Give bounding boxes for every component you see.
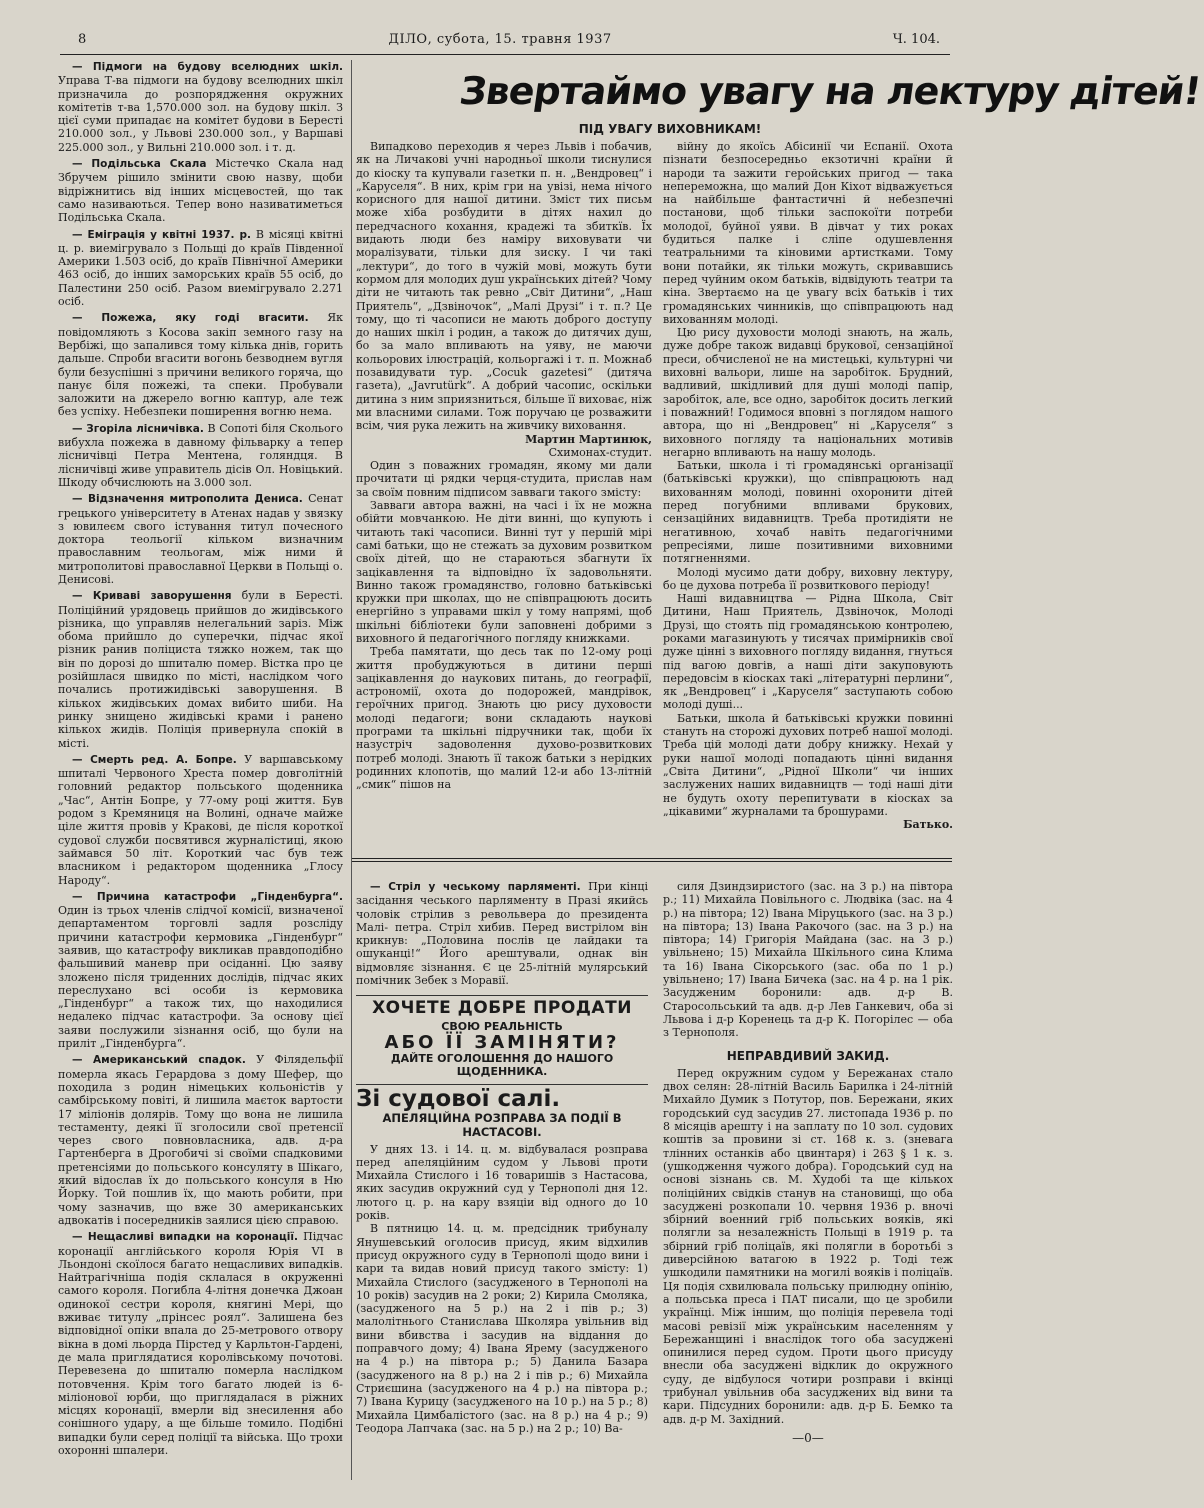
news-item-heading: — Причина катастрофи „Гінденбурга“.: [72, 890, 343, 903]
court-paragraph: силя Дзиндзиристого (зас. на 3 р.) на півтора р.; 11) Михайла Повільного с. Людвіка (зас. на 4 р.) на півтора; 12) Івана Міруцького (зас. на 3 р.) на півтора; 13) Івана Ракочого (зас. на 3 р.) на півтора; 14) Григорія Майдана (зас. на 3 р.) увільнено; 15) Михайла Шкільного сина Клима та 16) Івана Сікорського (зас. оба по 1 р.) увільнено; 17) Івана Бичека (зас. на 4 р. на 1 рік. Засудженим боронили: адв. д-р В. Старосольський та адв. д-р Лев Ганкевич, оба зі Львова і д-р Коренець та д-р К. Погорілес — оба з Тернополя.: [663, 880, 953, 1040]
news-item-heading: — Підмоги на будову вселюдних шкіл.: [72, 61, 343, 73]
header-rule: [60, 54, 950, 55]
news-column-left: [58, 60, 352, 1480]
feature-paragraph: Один з поважних громадян, якому ми дали прочитати ці рядки черця-студита, прислав нам за своїм повним підписом завваги такого змісту:: [356, 459, 652, 499]
news-item: [58, 60, 343, 154]
classified-ad: [356, 995, 648, 1085]
news-item-heading: — Пожежа, яку годі вгасити.: [72, 312, 309, 325]
news-item: [58, 1053, 343, 1227]
news-item-heading: — Нещасливі випадки на коронації.: [72, 1231, 298, 1244]
news-item: [58, 492, 343, 586]
news-item: [58, 422, 343, 489]
feature-paragraph: Завваги автора важні, на часі і їх не можна обійти мовчанкою. Не діти винні, що купують і читають такі часописи. Винні тут у першій мірі самі батьки, що не стежать за духовим розвитком своїх дітей, що не стараються збагнути їх зацікавлення та відповідно їх задовольняти. Винно також громадянство, головно батьківські кружки при школах, що не співпрацюють досить енергійно з управами шкіл у тому напрямі, щоб шкільні бібліотеки були заповнені добрими з виховного й педагогічного погляду книжками.: [356, 499, 652, 645]
news-item-heading: — Криваві заворушення: [72, 590, 232, 603]
masthead-line: ДІЛО, субота, 15. травня 1937: [388, 32, 612, 47]
feature-column-2: [663, 140, 953, 860]
news-item-heading: — Стріл у чеському парляменті.: [370, 881, 581, 893]
feature-subtitle: ПІД УВАГУ ВИХОВНИКАМ!: [578, 122, 762, 136]
feature-paragraph: Треба памятати, що десь так по 12-ому році життя пробуджуються в дитини перші зацікавлення до наукових питань, до географії, астрономії, охота до подорожей, мандрівок, героїчних пригод. Знають цю рису духовости молоді педагоги; вони складають наукові програми та шкільні підручники так, щоби їх назустріч задоволення духово-розвиткових потреб молоді. Знають її також батьки з нерідких родинних клопотів, що малий 12-и або 13-літній „смик“ пішов на: [356, 645, 652, 792]
news-item-text: При кінці засідання чеського парляменту в Празі якийсь чоловік стрілив з револьвера до президента Малі- петра. Стріл хибив. Перед вистрілом він крикнув: „Половина послів це лайдаки та ошуканці!“ Його арештували, однак він відмовляє зізнання. Є це 25-літній мулярський помічник Зебек з Моравії.: [356, 880, 648, 988]
feature-paragraph: Випадково переходив я через Львів і побачив, як на Личакові учні народньої школи тиснулися до кіоску та купували газетки п. н. „Вендровец“ і „Каруселя“. В них, крім гри на увізі, нема нічого корисного для нашої дитини. Зміст тих письм може хіба розбудити в дітях нахил до передчасного кохання, крадежі та збиткїв. Їх видають люди без наміру виховувати чи моралізувати, тільки для зиску. І чи такі „лектури“, до того в чужій мові, можуть бути кормом для молодих душ українських дітей? Чому діти не читають так ревно „Світ Дитини“, „Наш Приятель“, „Дзвіночок“, „Малі Друзі“ і т. п.? Це тому, що ті часописи не мають доброго доступу до наших шкіл і родин, а також до дитячих душ, бо за мало впливають на уяву, не маючи кольорових ілюстрацій, кольоргажі і т. п. Можнаб позавидувати тур. „Cocuk gazetesi“ (дитяча газета), „Javrutürk“. А добрий часопис, оскільки дитина з ним зприязниться, більше її виховає, ніж ми власними силами. Тож поручаю це розважити всім, чия рука лежить на живчику виховання.: [356, 140, 652, 433]
feature-paragraph: Цю рису духовости молоді знають, на жаль, дуже добре також видавці брукової, сензаційної преси, обчисленої не на мистецькі, культурні чи виховні вальори, лише на заробіток. Брудний, вадливий, шкідливий для душі молоді папір, заробіток, але, все одно, заробіток досить легкий і поважний! Годимося вповні з поглядом нашого автора, що ні „Вендровец“ ні „Каруселя“ з виховного погляду та національних мотивів негарно впливають на нашу молодь.: [663, 326, 953, 459]
news-item-text: Сенат грецького університету в Атенах надав у звязку з ювилеєм свого істування титул почесного доктора теольогії кільком визначним православним теольогам, між ними й митрополитові православної Церкви в Польщі о. Денисові.: [58, 492, 343, 586]
news-item: [58, 589, 343, 750]
news-item-text: Управа Т-ва підмоги на будову вселюдних шкіл призначила до розпорядження окружних комітетів т-ва 1,570.000 зол. на будову шкіл. З цієї суми припадає на комітет будови в Бересті 210.000 зол., у Львові 230.000 зол., у Варшаві 225.000 зол., у Вильні 210.000 зол. і т. д.: [58, 74, 343, 154]
end-mark: —0—: [792, 1430, 824, 1445]
news-item-text: У варшавському шпиталі Червоного Хреста помер довголітній головний редактор польського щоденника „Час“, Антін Бопре, у 77-ому році життя. Був родом з Кремяниця на Волині, одначе майже ціле життя провів у Кракові, де після короткої судової служби посвятився журналістиці, якою займався 50 літ. Короткий час був теж власником і редактором щоденника „Глосу Народу“.: [58, 752, 343, 887]
news-item-text: В Сопоті біля Сколього вибухла пожежа в давному фільварку а тепер лісничівці Петра Ментена, голяндця. В лісничівці живе управитель дісів Ол. Новіцький. Шкоду обчислюють на 3.000 зол.: [58, 421, 344, 489]
feature-paragraph: Батьки, школа й батьківські кружки повинні стануть на сторожі духових потреб нашої молоді. Треба цій молоді дати добру книжку. Нехай у руки нашої молоді попадають цінні видання „Світа Дитини“, „Рідної Школи“ чи інших заслужених наших видавництв — тоді наші діти не будуть охоту перепитувати в кіосках за „цікавими“ журналами та брошурами.: [663, 711, 953, 818]
court-paragraph: У днях 13. і 14. ц. м. відбувалася розправа перед апеляційним судом у Львові проти Михайла Стислого і 16 товаришів з Настасова, яких засудив окружний суд у Тернополі дня 12. лютого ц. р. на кару взяціи від одного до 10 років.: [356, 1142, 648, 1223]
section-divider: [352, 858, 952, 862]
feature-paragraph: Молоді мусимо дати добру, виховну лектуру, бо це духова потреба її розвиткового періоду!: [663, 565, 953, 592]
ad-line-1: ХОЧЕТЕ ДОБРЕ ПРОДАТИ: [372, 998, 632, 1019]
news-item: [58, 311, 343, 418]
ad-line-4: ДАЙТЕ ОГОЛОШЕННЯ ДО НАШОГО ЩОДЕННИКА.: [390, 1052, 614, 1079]
article-title-false-accusation: НЕПРАВДИВИЙ ЗАКИД.: [726, 1048, 890, 1063]
news-item-heading: — Смерть ред. А. Бопре.: [72, 753, 237, 766]
news-item: [58, 228, 343, 309]
feature-paragraph: війну до якоїсь Абісинії чи Еспанії. Охота пізнати безпосередньо екзотичні країни й народи та зажити геройських пригод — така непереможна, що малий Дон Кіхот відважується на найбільше фантастичні й небезпечні постанови, щоб тільки заспокоїти потреби молодої, буйної уяви. В дівчат у тих роках будиться палке і сліпе одушевлення театральними та кіновими артистками. Тому вони потайки, як тільки можуть, скривавшись перед чуйним оком батьків, відвідують театри та кіна. Звертаємо на це увагу всіх батьків і тих громадянських чинників, що співпрацюють над вихованням молоді.: [663, 140, 953, 326]
feature-paragraph: Наші видавництва — Рідна Школа, Світ Дитини, Наш Приятель, Дзвіночок, Молоді Друзі, що стоять під громадянською контролею, роками магазинують у тисячах примірників свої дуже цінні з виховного погляду видання, гнуться під вагою довгів, а наші діти закуповують передовсім в кіосках такі „літературні перлини“, як „Вендровец“ і „Каруселя“ заступають собою молоді душі...: [663, 592, 953, 712]
news-item: [58, 1230, 343, 1457]
court-paragraph: В пятницю 14. ц. м. предсідник трибуналу Янушевський оголосив присуд, яким відхилив присуд окружного суду в Тернополі щодо вини і кари та видав новий присуд такого змісту: 1) Михайла Стислого (засудженого в Тернополі на 10 років) засудив на 2 роки; 2) Кирила Смоляка, (засудженого на 5 р.) на 2 і пів р.; 3) малолітнього Станислава Школяра увільнив від вини вбивства і засудив на віддання до поправчого дому; 4) Івана Ярему (засудженого на 4 р.) на півтора р.; 5) Данила Базара (засудженого на 8 р.) на 2 і пів р.; 6) Михайла Стриєшина (засудженого на 4 р.) на півтора р.; 7) Івана Курицу (засудженого на 10 р.) на 5 р.; 8) Михайла Цимбалістого (зас. на 8 р.) на 4 р.; 9) Теодора Лапчака (зас. на 5 р.) на 2 р.; 10) Ва-: [356, 1222, 648, 1435]
issue-number: Ч. 104.: [892, 32, 940, 47]
ad-line-3: АБО ЇЇ ЗАМІНЯТИ?: [384, 1031, 620, 1053]
news-item-parliament: [356, 880, 648, 987]
news-item-text: Як повідомляють з Косова закіп земного газу на Вербіжі, що запалився тому кілька днів, горить дальше. Спроби вгасити вогонь безводнем вугля були безуспішні з причини великого горяча, що панує біля пожежі, та спеки. Пробували заложити на джерело вогню каптур, але теж без успіху. Небезпеки поширення вогню нема.: [58, 311, 343, 419]
news-item-text: В місяці квітні ц. р. виемігрувало з Польщі до країв Південної Америки 1.503 осіб, до країв Північної Америки 463 осіб, до інших заморських країв 55 осіб, до Палестини 250 осіб. Разом виемігрувало 2.271 осіб.: [58, 227, 343, 309]
feature-title: Звертаймо увагу на лектуру дітей!: [456, 69, 1204, 113]
page-number: 8: [78, 32, 87, 47]
feature-signature: Мартин Мартинюк,: [525, 432, 652, 446]
news-item-heading: — Відзначення митрополита Дениса.: [72, 493, 303, 506]
lower-column-1: [356, 880, 648, 1440]
feature-column-1: [356, 140, 652, 865]
feature-signature-role: Схимонах-студит.: [548, 445, 652, 459]
news-item: [58, 890, 343, 1051]
news-item-heading: — Еміграція у квітні 1937. р.: [72, 228, 252, 241]
news-item-text: Підчас коронації англійського короля Юрія VI в Льондоні скоїлося багато нещасливих випадків. Найтрагічніша подія склалася в окруженні самого короля. Погибла 4-літня донечка Джоан одинокої сестри короля, княгині Мері, що вживає титулу „прінсес роял“. Залишена без відповідної опіки впала до 25-метрового отвору вікна в домі льорда Пірстед у Карльтон-Гардені, де мала приглядатися королівському почотові. Перевезена до шпиталю померла наслідком потовчення. Крім того багато людей із 6-міліонової юрби, що приглядалася в ріжних місцях коронації, вмерли від знесилення або сонішного удару, а ще більше томило. Подібні випадки були серед поліції та війська. Що трохи охоронні шпалери.: [58, 1230, 343, 1457]
lower-column-2: [663, 880, 953, 1460]
news-item-text: У Філядельфії померла якась Герардова з дому Шефер, що походила з родин німецьких кольоністів у самбірському повіті, й лишила маєток вартости 17 міліонів долярів. Тому що вона не лишила тестаменту, деякі її зголосили свої претенсії через свого повновласника, адв. д-ра Гартенберга в Дрогобичі зі своїми спадковими претенсіями до польського консуляту в Шікаго, який відослав їх до польського консуля в Ню Йорку. Той пошлив їх, що мають робити, при чому зазначив, що вже 30 американських адвокатів і посередників заялися цією справою.: [58, 1053, 343, 1227]
news-item-heading: — Американський спадок.: [72, 1054, 246, 1067]
news-item-heading: — Подільська Скала: [72, 158, 207, 171]
news-item-text: Один із трьох членів слідчої комісії, визначеної департаментом торговлі задля розсліду причини катастрофи кермовика „Гінденбург“ заявив, що катастрофу викликав правдоподібно фальшивий маневр при осіданні. Цю заяву зложено після триденних дослідів, підчас яких переслухано всі особи із кермовика „Гінденбург“ а також тих, що находилися недалеко підчас катастрофи. За основу цієї заяви послужили зізнання осіб, що були на приліт „Гінденбурга“.: [58, 904, 343, 1051]
news-item: [58, 753, 343, 887]
page-header: [60, 32, 940, 52]
article-paragraph: Перед окружним судом у Бережанах стало двох селян: 28-літній Василь Барилка і 24-літній Михайло Думик з Потутор, пов. Бережани, яких городський суд засудив 27. листопада 1936 р. по 8 місяців арешту і на заплату по 10 зол. судових коштів за провини зі ст. 168 к. з. (зневага тлінних останків або цвинтаря) і 263 § 1 к. з. (ушкодження чужого добра). Городський суд на основі зізнань св. М. Худобі та ще кількох поліційних свідків станув на становищі, що оба засуджені розкопали 10. червня 1936 р. вночі збірний военний гріб польських вояків, які полягли за незалежність Польщі в 1919 р. та збірний гріб поліцаїв, які полягли в боротьбі з диверсійною ватагою в 1922 р. Тоді теж ушкодили памятники на могилі вояків і поліцаїв. Ця подія схвилювала польську прилюдну опінію, а польська преса і ПАТ писали, що це зробили українці. Між іншим, що поліція перевела тоді масові ревізії між українським населенням у Бережанщині і внаслідок того оба засуджені опинилися перед судом. Проти цього присуду внесли оба засуджені відклик до окружного суду, де відбулося чотири розправи і вкінці трибунал увільнив оба засуджених від вини та кари. Підсудних боронили: адв. д-р Б. Бемко та адв. д-р М. Західний.: [663, 1066, 953, 1426]
feature-paragraph: Батьки, школа і ті громадянські організації (батьківські кружки), що співпрацюють над вихованням молоді, повинні охоронити дітей перед погубними впливами брукових, сензаційних видавництв. Треба протидіяти не негативною, хочаб навіть педагогічними репресіями, лише позитивними виховними потягненнями.: [663, 459, 953, 566]
news-item-text: Містечко Скала над Збручем рішило змінити свою назву, щоби відріжнитись від інших місцевостей, що так само називаються. Тепер воно називатиметься Подільська Скала.: [58, 157, 344, 225]
news-item: [58, 157, 343, 224]
court-article-subtitle: АПЕЛЯЦІЙНА РОЗПРАВА ЗА ПОДІЇ В НАСТАСОВІ.: [382, 1110, 622, 1139]
feature-col3-signature: Батько.: [903, 818, 953, 832]
news-item-heading: — Згоріла лісничівка.: [72, 422, 204, 435]
news-item-text: були в Бересті. Поліційний урядовець прийшов до жидівського різника, що управляв нелегальний заріз. Між обома прийшло до суперечки, підчас якої різник ранив поліциста тяжко ножем, так що він по дорозі до шпиталю помер. Вістка про це розійшлася швидко по місті, наслідком чого почались протижидівські заворушення. В кількох жидівських домах вибито шиби. На ринку знищено жидівські крами і ранено кількох жидів. Поліція привернула спокій в місті.: [58, 589, 344, 750]
court-section-title: Зі судової салі.: [356, 1086, 561, 1113]
ad-line-2: СВОЮ РЕАЛЬНІСТЬ: [441, 1019, 563, 1033]
